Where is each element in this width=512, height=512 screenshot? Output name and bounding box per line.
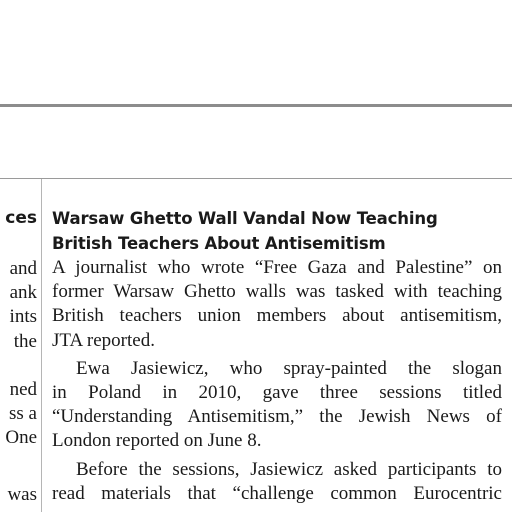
article-paragraph-2: [52, 357, 502, 454]
column-divider: [41, 179, 42, 512]
left-column-line-fragment: the: [13, 331, 37, 352]
body-line: British teachers union members about antisemitism,: [52, 305, 502, 327]
body-line: JTA reported.: [52, 329, 155, 351]
left-column-line-fragment: and: [9, 258, 37, 279]
article-top-rule: [0, 178, 512, 179]
article-headline: [52, 206, 504, 256]
body-line: in Poland in 2010, gave three sessions titled: [52, 382, 502, 404]
article-paragraph-3: [52, 458, 502, 506]
left-column-line-fragment: ints: [9, 306, 37, 327]
article-body: [52, 256, 502, 506]
body-line: London reported on June 8.: [52, 430, 262, 452]
top-section-rule: [0, 104, 512, 107]
body-line: Ewa Jasiewicz, who spray-painted the slogan: [76, 357, 502, 379]
left-column-line-fragment: ank: [9, 282, 37, 303]
left-column-line-fragment: ss a: [9, 403, 37, 424]
body-line: read materials that “challenge common Eurocentric: [52, 482, 502, 504]
body-line: Before the sessions, Jasiewicz asked participants to: [76, 458, 502, 480]
article-paragraph-1: [52, 256, 502, 353]
left-column-line-fragment: was: [7, 484, 37, 505]
body-line: “Understanding Antisemitism,” the Jewish News of: [52, 406, 502, 428]
headline-line: British Teachers About Antisemitism: [52, 234, 386, 253]
left-column-line-fragment: ned: [9, 379, 37, 400]
left-column-line-fragment: One: [5, 427, 37, 448]
headline-line: Warsaw Ghetto Wall Vandal Now Teaching: [52, 209, 438, 228]
left-column-heading-fragment: ces: [5, 208, 37, 228]
body-line: A journalist who wrote “Free Gaza and Palestine” on: [52, 257, 502, 278]
body-line: former Warsaw Ghetto walls was tasked with teaching: [52, 281, 502, 303]
